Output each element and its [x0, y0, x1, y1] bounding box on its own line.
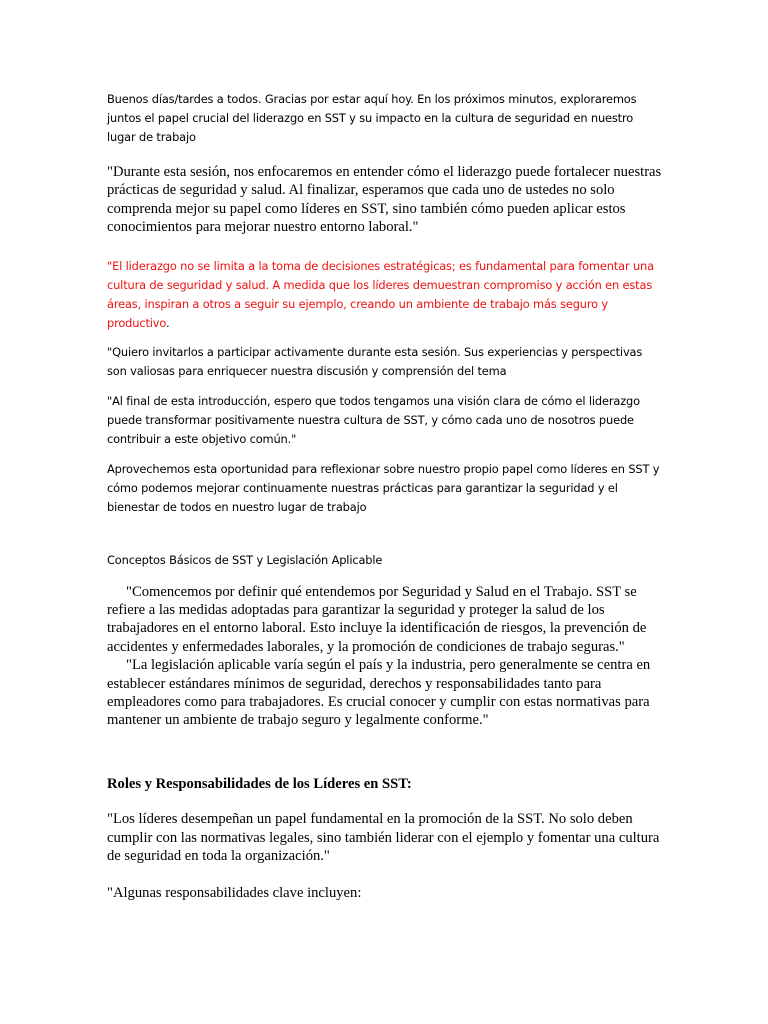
intro-paragraph: Buenos días/tardes a todos. Gracias por estar aquí hoy. En los próximos minutos, exploraremos juntos el papel crucial del liderazgo en SST y su impacto en la cultura de seguridad en nuestro lugar de trabajo [107, 92, 637, 144]
leaders-quote-paragraph: "Los líderes desempeñan un papel fundamental en la promoción de la SST. No solo deben cumplir con las normativas legales, sino también liderar con el ejemplo y fomentar una cultura de seguridad en toda la organización." [107, 811, 660, 865]
leadership-paragraph [107, 257, 663, 333]
final-intro-paragraph: "Al final de esta introducción, espero que todos tengamos una visión clara de cómo el liderazgo puede transformar positivamente nuestra cultura de SST, y cómo cada uno de nosotros puede contribuir a este objetivo común." [107, 393, 640, 446]
roles-heading: Roles y Responsabilidades de los Líderes en SST: [107, 775, 412, 792]
document-page [107, 90, 663, 902]
sst-definition-paragraph: "Comencemos por definir qué entendemos por Seguridad y Salud en el Trabajo. SST se refiere a las medidas adoptadas para garantizar la seguridad y proteger la salud de los trabajadores en el entorno laboral. Esto incluye la identificación de riesgos, la prevención de accidentes y enfermedades laborales, y la promoción de condiciones de trabajo seguras." [107, 583, 647, 655]
reflection-paragraph: Aprovechemos esta oportunidad para reflexionar sobre nuestro propio papel como líderes en SST y cómo podemos mejorar continuamente nuestras prácticas para garantizar la seguridad y el bienestar de todos en nuestro lugar de trabajo [107, 461, 660, 514]
concepts-subheading: Conceptos Básicos de SST y Legislación Aplicable [107, 552, 383, 567]
leadership-period: . [166, 315, 170, 330]
invite-paragraph: "Quiero invitarlos a participar activamente durante esta sesión. Sus experiencias y perspectivas son valiosas para enriquecer nuestra discusión y comprensión del tema [107, 344, 643, 378]
leadership-red-text: "El liderazgo no se limita a la toma de decisiones estratégicas; es fundamental para fomentar una cultura de seguridad y salud. A medida que los líderes demuestran compromiso y acción en estas áreas, inspiran a otros a seguir su ejemplo, creando un ambiente de trabajo más seguro y productivo [107, 258, 654, 330]
responsibilities-intro-paragraph: "Algunas responsabilidades clave incluyen: [107, 884, 362, 901]
session-quote-paragraph: "Durante esta sesión, nos enfocaremos en entender cómo el liderazgo puede fortalecer nuestras prácticas de seguridad y salud. Al finalizar, esperamos que cada uno de ustedes no solo comprenda mejor su papel como líderes en SST, sino también cómo pueden aplicar estos conocimientos para mejorar nuestro entorno laboral." [107, 164, 662, 236]
legislation-paragraph: "La legislación aplicable varía según el país y la industria, pero generalmente se centra en establecer estándares mínimos de seguridad, derechos y responsabilidades tanto para empleadores como para trabajadores. Es crucial conocer y cumplir con estas normativas para mantener un ambiente de trabajo seguro y legalmente conforme." [107, 657, 651, 729]
